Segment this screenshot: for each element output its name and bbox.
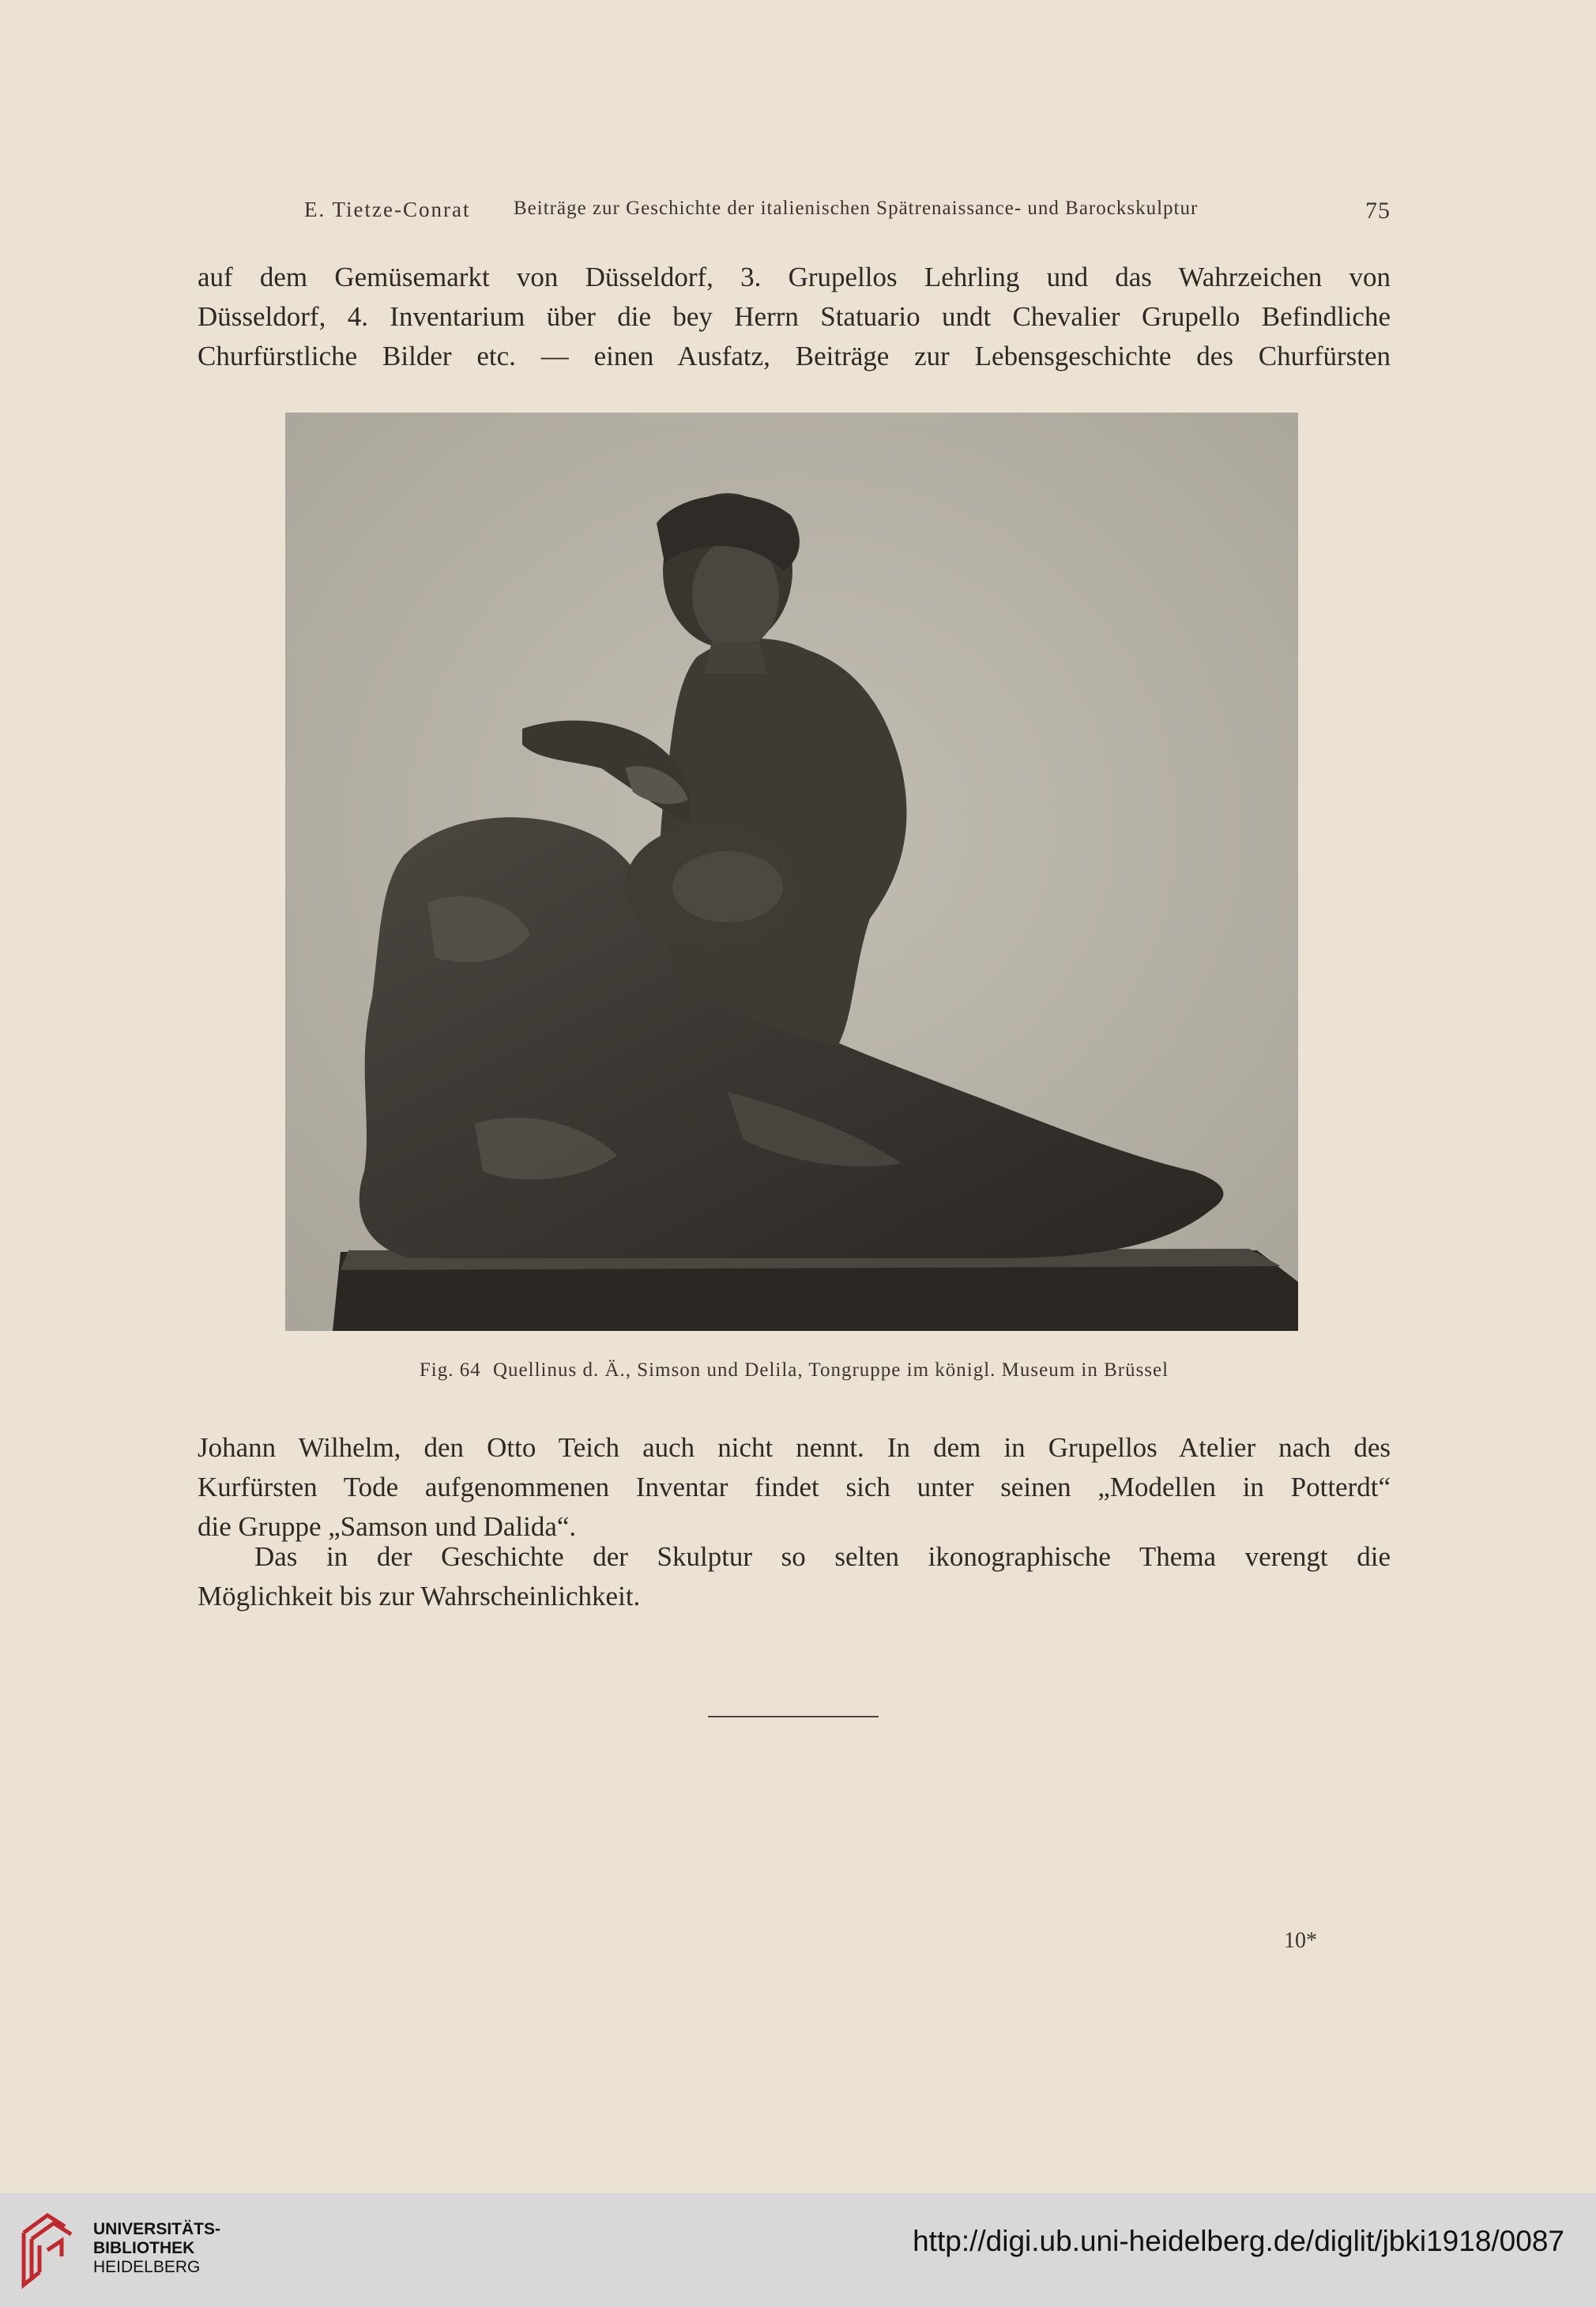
library-name-line: UNIVERSITÄTS- (93, 2220, 221, 2238)
figure-label: Fig. 64 (419, 1359, 481, 1381)
body-paragraph-3 (198, 1537, 1391, 1616)
running-head-title: Beiträge zur Geschichte der italienischen Spätrenaissance- und Barockskulptur (514, 198, 1199, 219)
text-line: Churfürstliche Bilder etc. — einen Ausfatz, Beiträge zur Lebensgeschichte des Churfürsten (198, 341, 1391, 371)
text-line: Möglichkeit bis zur Wahrscheinlichkeit. (198, 1581, 641, 1612)
text-line: Kurfürsten Tode aufgenommenen Inventar findet sich unter seinen „Modellen in Potterdt“ (198, 1472, 1391, 1502)
text-line: Düsseldorf, 4. Inventarium über die bey Herrn Statuario undt Chevalier Grupello Befindliche (198, 301, 1391, 332)
figure-caption-text: Quellinus d. Ä., Simson und Delila, Tongruppe im königl. Museum in Brüssel (493, 1359, 1169, 1381)
section-divider (708, 1716, 879, 1717)
running-head-author: E. Tietze-Conrat (304, 198, 471, 221)
figure-photo-sculpture (285, 413, 1298, 1331)
library-name (93, 2220, 220, 2277)
library-logo-icon (16, 2209, 92, 2293)
running-head (198, 198, 1391, 229)
text-line: auf dem Gemüsemarkt von Düsseldorf, 3. Grupellos Lehrling und das Wahrzeichen von (198, 262, 1391, 292)
body-paragraph-2 (198, 1428, 1391, 1547)
text-line: die Gruppe „Samson und Dalida“. (198, 1511, 577, 1542)
sculpture-illustration (285, 413, 1298, 1331)
page-number: 75 (1365, 198, 1391, 224)
text-line: Johann Wilhelm, den Otto Teich auch nicht nennt. In dem in Grupellos Atelier nach des (198, 1432, 1391, 1463)
signature-mark: 10* (1284, 1928, 1317, 1953)
figure-caption (198, 1359, 1391, 1382)
body-paragraph-1 (198, 258, 1391, 376)
library-name-line: BIBLIOTHEK (93, 2239, 195, 2257)
library-name-line: HEIDELBERG (93, 2258, 201, 2276)
text-line: Das in der Geschichte der Skulptur so selten ikonographische Thema verengt die (254, 1541, 1391, 1572)
source-url-link[interactable]: http://digi.ub.uni-heidelberg.de/diglit/jbki1918/0087 (913, 2225, 1564, 2257)
library-footer (0, 2193, 1596, 2307)
